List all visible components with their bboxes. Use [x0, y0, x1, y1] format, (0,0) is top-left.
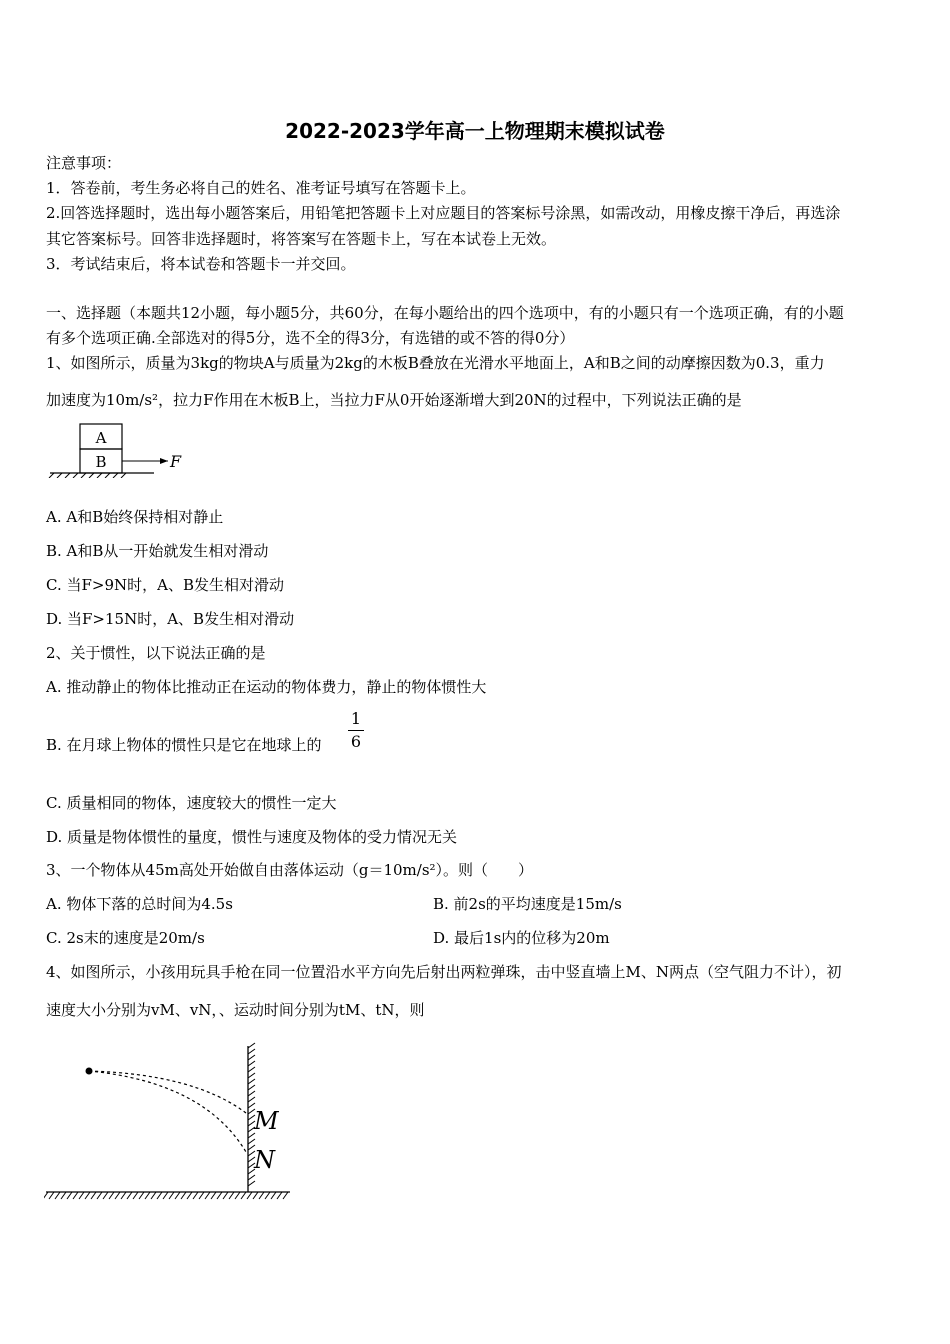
q4-stem-line2: 速度大小分别为vM、vN，、运动时间分别为tM、tN，则: [46, 1001, 425, 1019]
q3-option-a: A. 物体下落的总时间为4.5s: [46, 895, 233, 913]
q2-fraction: [348, 708, 364, 753]
q3-option-d: D. 最后1s内的位移为20m: [433, 929, 610, 947]
page-title: 2022-2023学年高一上物理期末模拟试卷: [285, 119, 665, 143]
force-label: F: [170, 452, 182, 471]
label-m: M: [254, 1107, 279, 1135]
q3-option-c: C. 2s末的速度是20m/s: [46, 929, 205, 947]
q2-option-b: B. 在月球上物体的惯性只是它在地球上的: [46, 736, 322, 754]
q4-figure-wall: [44, 1042, 299, 1204]
q1-stem-line1: 1、如图所示，质量为3kg的物块A与质量为2kg的木板B叠放在光滑水平地面上，A和B之间的动摩擦因数为0.3，重力: [46, 354, 825, 372]
section-heading-line1: 一、选择题（本题共12小题，每小题5分，共60分，在每小题给出的四个选项中，有的小题只有一个选项正确，有的小题: [46, 304, 844, 322]
q1-option-a: A. A和B始终保持相对静止: [46, 508, 224, 526]
trajectory-m: [89, 1071, 246, 1113]
q4-stem-line1: 4、如图所示，小孩用玩具手枪在同一位置沿水平方向先后射出两粒弹珠，击中竖直墙上M、N两点（空气阻力不计），初: [46, 963, 842, 981]
q1-option-d: D. 当F>15N时，A、B发生相对滑动: [46, 610, 295, 628]
notice-heading: 注意事项：: [46, 154, 122, 172]
notice-item-2: 2.回答选择题时，选出每小题答案后，用铅笔把答题卡上对应题目的答案标号涂黑，如需改动，用橡皮擦干净后，再选涂: [46, 204, 841, 222]
notice-item-2-cont: 其它答案标号。回答非选择题时，将答案写在答题卡上，写在本试卷上无效。: [46, 230, 557, 248]
q3-stem: 3、一个物体从45m高处开始做自由落体运动（g＝10m/s²）。则（ ）: [46, 861, 534, 879]
q2-option-a: A. 推动静止的物体比推动正在运动的物体费力，静止的物体惯性大: [46, 678, 487, 696]
block-a-label: A: [95, 429, 107, 447]
q3-option-b: B. 前2s的平均速度是15m/s: [433, 895, 622, 913]
section-heading-line2: 有多个选项正确.全部选对的得5分，选不全的得3分，有选错的或不答的得0分）: [46, 329, 575, 347]
q2-option-c: C. 质量相同的物体，速度较大的惯性一定大: [46, 794, 337, 812]
q2-stem: 2、关于惯性，以下说法正确的是: [46, 644, 266, 662]
q1-stem-line2: 加速度为10m/s²，拉力F作用在木板B上，当拉力F从0开始逐渐增大到20N的过程中，下列说法正确的是: [46, 391, 742, 409]
trajectory-n: [89, 1071, 246, 1152]
block-b-label: B: [95, 453, 107, 471]
fraction-numerator: 1: [348, 708, 364, 731]
notice-item-1: 1．答卷前，考生务必将自己的姓名、准考证号填写在答题卡上。: [46, 179, 476, 197]
label-n: N: [254, 1146, 275, 1174]
fraction-denominator: 6: [350, 732, 362, 751]
notice-item-3: 3．考试结束后，将本试卷和答题卡一并交回。: [46, 255, 356, 273]
q1-figure-blocks: [44, 420, 194, 478]
q1-option-b: B. A和B从一开始就发生相对滑动: [46, 542, 269, 560]
q1-option-c: C. 当F>9N时，A、B发生相对滑动: [46, 576, 284, 594]
q2-option-d: D. 质量是物体惯性的量度，惯性与速度及物体的受力情况无关: [46, 828, 458, 846]
